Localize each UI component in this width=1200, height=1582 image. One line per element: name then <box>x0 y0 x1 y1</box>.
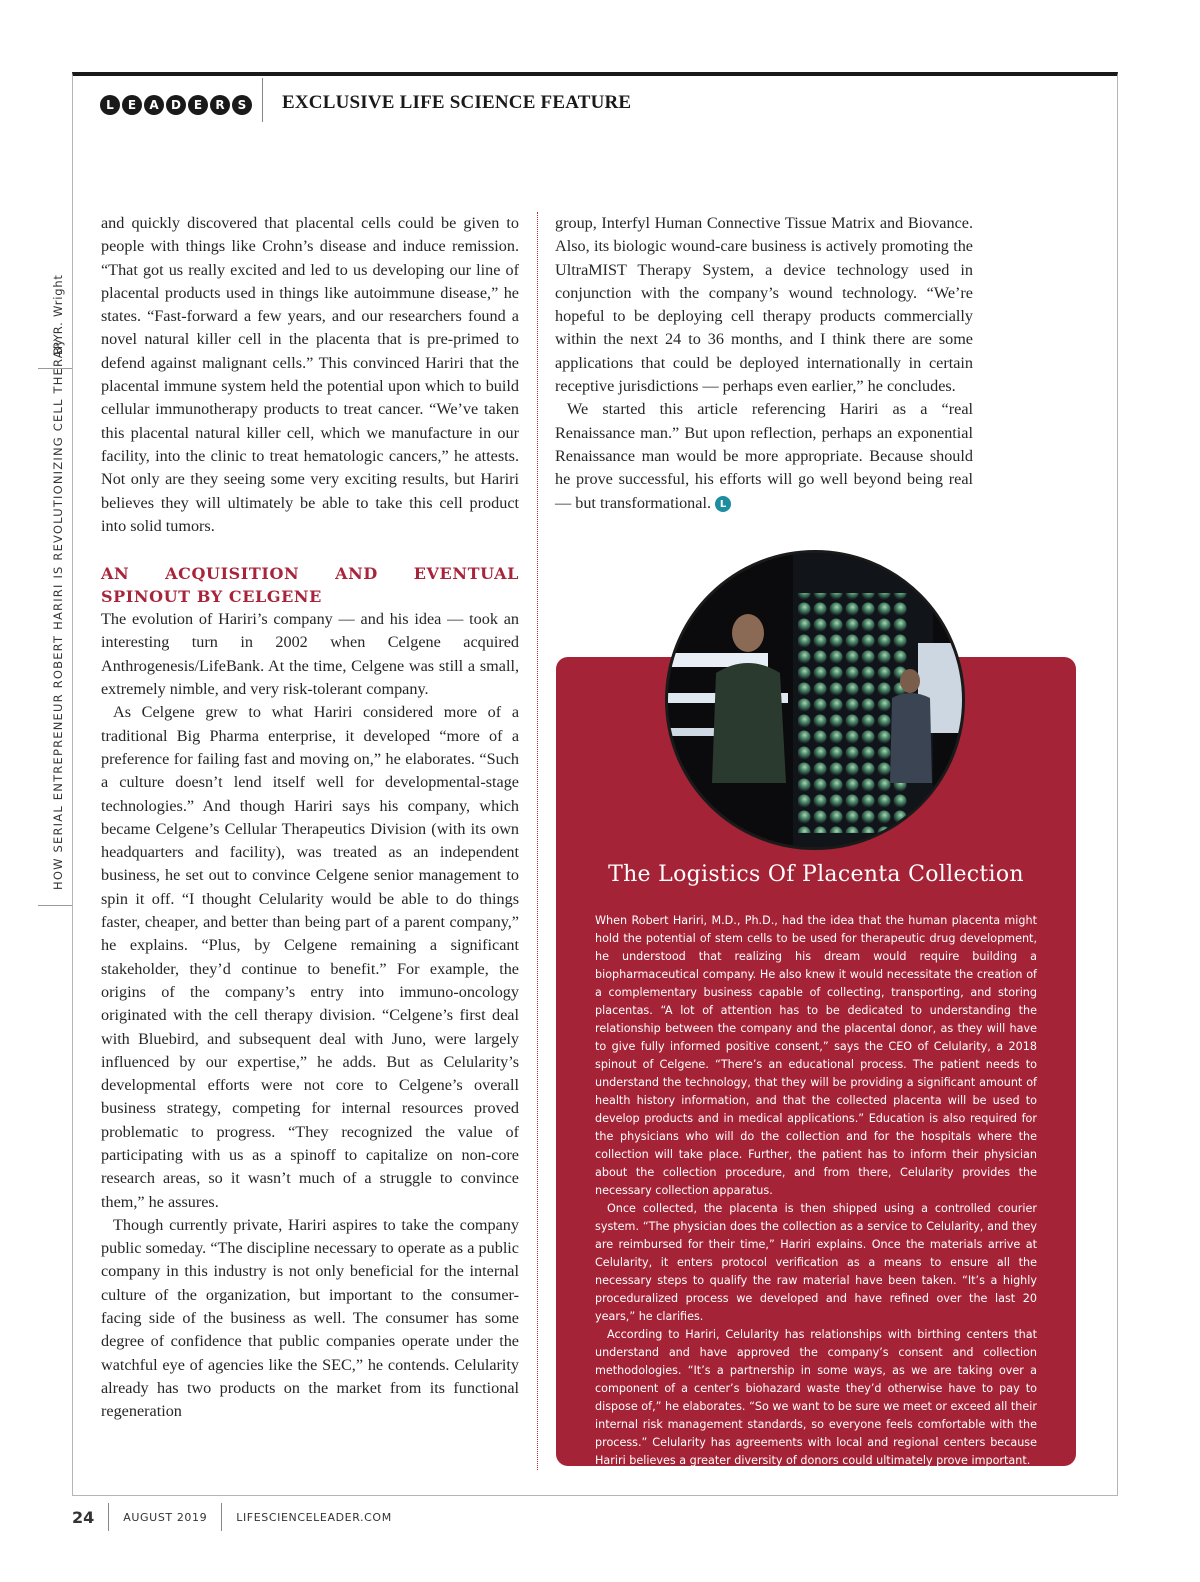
paragraph-text: We started this article referencing Hariri as a “real Renaissance man.” But upon reflection, perhaps an exponential Renaissance man would be more appropriate. Because should he prove successful, his efforts will go well beyond being real — but transformational. <box>555 400 973 512</box>
subheading: AN ACQUISITION AND EVENTUAL SPINOUT BY CELGENE <box>101 564 519 607</box>
left-column <box>101 212 519 1424</box>
paragraph <box>555 398 973 514</box>
speaker-photo <box>665 550 965 850</box>
side-headline: HOW SERIAL ENTREPRENEUR ROBERT HARIRI IS REVOLUTIONIZING CELL THERAPY <box>51 333 65 890</box>
paragraph: and quickly discovered that placental cells could be given to people with things like Crohn’s disease and induce remission. “That got us really excited and led to us developing our line of placental products used in things like autoimmune disease,” he states. “Fast-forward a few years, and our researchers found a novel natural killer cell in the placenta that is pre-primed to defend against malignant cells.” This convinced Hariri that the placental immune system held the potential upon which to build cellular immunotherapy products to treat cancer. “We’ve taken this placental natural killer cell, which we manufacture in our facility, into the clinic to treat hematologic cancers,” he attests. Not only are they seeing some very exciting results, but Hariri believes they will ultimately be able to take this cell product into solid tumors. <box>101 214 519 535</box>
right-column <box>555 212 973 515</box>
sidebar-body <box>595 912 1037 1470</box>
paragraph: The evolution of Hariri’s company — and his idea — took an interesting turn in 2002 when Celgene acquired Anthrogenesis/LifeBank. At the time, Celgene was still a small, extremely nimble, and very risk-tolerant company. <box>101 610 519 699</box>
issue-date: AUGUST 2019 <box>123 1510 208 1524</box>
side-rule <box>38 905 72 906</box>
logo-letter: E <box>122 95 142 115</box>
logo-letter: D <box>166 95 186 115</box>
logo-letter: L <box>100 95 120 115</box>
paragraph: When Robert Hariri, M.D., Ph.D., had the idea that the human placenta might hold the potential of stem cells to be used for therapeutic drug development, he understood that realizing his dream would require building a biopharmaceutical company. He also knew it would necessitate the creation of a complementary business capable of collecting, transporting, and storing placentas. “A lot of attention has to be dedicated to understanding the relationship between the company and the placental donor, as they will have to give fully informed positive consent,” says the CEO of Celularity, a 2018 spinout of Celgene. “There’s an educational process. The patient needs to understand the technology, that they will be providing a significant amount of health history information, and that the collected placenta will be used to develop products and in medical applications.” Education is also required for the physicians who will do the collection and for the hospitals where the collection will take place. Further, the patient has to inform their physician about the collection procedure, and from there, Celularity provides the necessary collection apparatus. <box>595 914 1037 1197</box>
side-byline: By R. Wright <box>51 274 65 355</box>
paragraph: group, Interfyl Human Connective Tissue Matrix and Biovance. Also, its biologic wound-care business is actively promoting the UltraMIST Therapy System, a device technology used in conjunction with the company’s wound technology. “We’re hopeful to be deploying cell therapy products commercially within the next 24 to 36 months, and I think there are some applications that could be deployed internationally in certain receptive jurisdictions — perhaps even earlier,” he concludes. <box>555 214 973 396</box>
stage-photo-icon <box>668 553 965 850</box>
page-number: 24 <box>72 1507 95 1527</box>
paragraph: As Celgene grew to what Hariri considered more of a traditional Big Pharma enterprise, it developed “more of a preference for failing fast and moving on,” he elaborates. “Such a culture doesn’t lend itself well for developmental-stage technologies.” And though Hariri says his company, which became Celgene’s Cellular Therapeutics Division (with its own headquarters and facility), was treated as an independent business, he set out to convince Celgene senior management to spin it off. “I thought Celularity would be able to do things faster, cheaper, and better than being part of a parent company,” he explains. “Plus, by Celgene remaining a significant stakeholder, they’d continue to benefit.” For example, the origins of the company’s entry into immuno-oncology originated with the cell therapy division. “Celgene’s first deal with Bluebird, and subsequent deal with Juno, were largely influenced by our expertise,” he adds. But as Celularity’s developmental efforts were not core to Celgene’s overall business strategy, competing for internal resources proved problematic to progress. “They recognized the value of participating with us as a spinoff to capitalize on non-core research areas, so it wasn’t much of a struggle to convince them,” he assures. <box>101 703 519 1211</box>
section-title: EXCLUSIVE LIFE SCIENCE FEATURE <box>282 92 632 113</box>
logo-letter: A <box>144 95 164 115</box>
logo-letter: S <box>232 95 252 115</box>
paragraph: Once collected, the placenta is then shipped using a controlled courier system. “The physician does the collection as a service to Celularity, and they are reimbursed for their time,” Hariri explains. Once the materials arrive at Celularity, it enters protocol verification as a means to ensure all the necessary steps to qualify the raw material have been taken. “It’s a highly proceduralized process we developed and have refined over the last 20 years,” he clarifies. <box>595 1202 1037 1323</box>
footer-divider <box>108 1503 109 1531</box>
footer-divider <box>221 1503 222 1531</box>
header-logo <box>100 90 252 120</box>
end-mark-icon: L <box>715 496 731 512</box>
column-divider <box>537 212 538 1470</box>
sidebar-title: The Logistics Of Placenta Collection <box>608 862 1024 887</box>
page-footer <box>72 1505 392 1529</box>
website-url: LIFESCIENCELEADER.COM <box>236 1510 392 1524</box>
logo-letter: R <box>210 95 230 115</box>
paragraph: According to Hariri, Celularity has relationships with birthing centers that understand and have approved the company’s consent and collection methodologies. “It’s a partnership in some ways, as we are taking over a component of a center’s biohazard waste they’d otherwise have to pay to dispose of,” he elaborates. “So we want to be sure we meet or exceed all their internal risk management standards, so everyone feels comfortable with the process.” Celularity has agreements with local and regional centers because Hariri believes a greater diversity of donors could ultimately prove important. <box>595 1328 1037 1467</box>
leaders-logo <box>100 95 252 115</box>
header-divider <box>262 78 263 122</box>
paragraph: Though currently private, Hariri aspires to take the company public someday. “The discipline necessary to operate as a public company in this industry is not only beneficial for the internal culture of the organization, but important to the consumer-facing side of the business as well. The consumer has some degree of confidence that public companies operate under the watchful eye of agencies like the SEC,” he contends. Celularity already has two products on the market from its functional regeneration <box>101 1215 519 1421</box>
logo-letter: E <box>188 95 208 115</box>
